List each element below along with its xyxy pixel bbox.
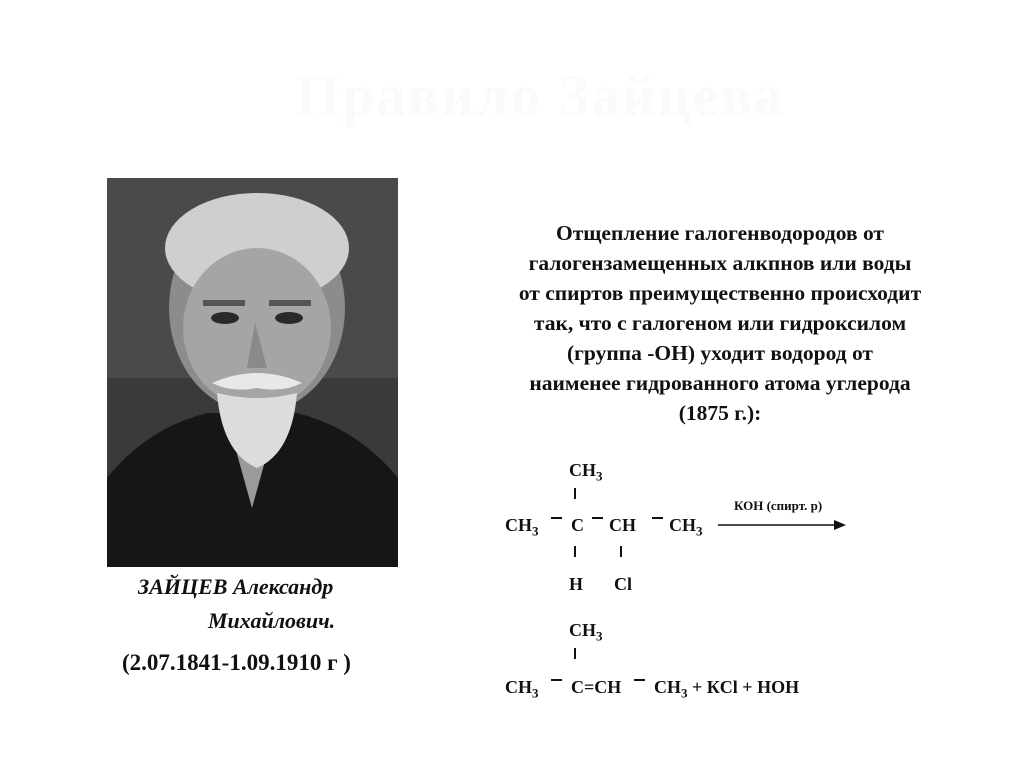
bond-horizontal — [551, 679, 562, 681]
portrait-photo-icon — [107, 178, 398, 567]
reactant-central-carbon: C — [571, 515, 584, 535]
rule-statement — [440, 218, 1000, 428]
bond-vertical — [574, 546, 576, 557]
product-top-methyl: $CH_3$ — [569, 620, 603, 644]
portrait-image — [107, 178, 398, 567]
product-double-bond: C=CH — [571, 677, 622, 697]
reactant-left-methyl: $CH_3$ — [505, 515, 539, 539]
rule-line: от спиртов преимущественно происходит — [518, 281, 922, 305]
rule-line: галогензамещенных алкпнов или воды — [528, 251, 912, 275]
reactant-chlorine: Cl — [614, 574, 632, 594]
reactant-ch-group: CH — [609, 515, 636, 535]
portrait-caption-patronymic: Михайлович. — [208, 608, 336, 633]
rule-line: (1875 г.): — [678, 401, 762, 425]
rule-line: (группа -ОН) уходит водород от — [567, 341, 873, 365]
reactant-hydrogen: H — [569, 574, 584, 594]
rule-line: наименее гидрованного атома углерода — [529, 371, 911, 395]
portrait-caption-name: ЗАЙЦЕВ Александр — [138, 574, 334, 599]
slide-title-faint: Правило Зайцева — [295, 63, 785, 128]
rule-line: Отщепление галогенводородов от — [555, 221, 884, 245]
reagent-label: КОН (спирт. р) — [734, 498, 823, 513]
rule-line: так, что с галогеном или гидроксилом — [533, 311, 907, 335]
bond-horizontal — [592, 517, 603, 519]
reactant-right-methyl: $CH_3$ — [669, 515, 703, 539]
portrait-caption-dates: (2.07.1841-1.09.1910 г ) — [122, 650, 351, 675]
bond-vertical — [574, 488, 576, 499]
bond-horizontal — [652, 517, 663, 519]
bond-horizontal — [634, 679, 645, 681]
product-left-methyl: $CH_3$ — [505, 677, 539, 701]
bond-vertical — [620, 546, 622, 557]
bond-vertical — [574, 648, 576, 659]
product-rest: $CH_3$ + КCl + НОН — [654, 677, 800, 701]
reaction-arrow-icon — [718, 519, 848, 531]
bond-horizontal — [551, 517, 562, 519]
reactant-top-methyl: $CH_3$ — [569, 460, 603, 484]
